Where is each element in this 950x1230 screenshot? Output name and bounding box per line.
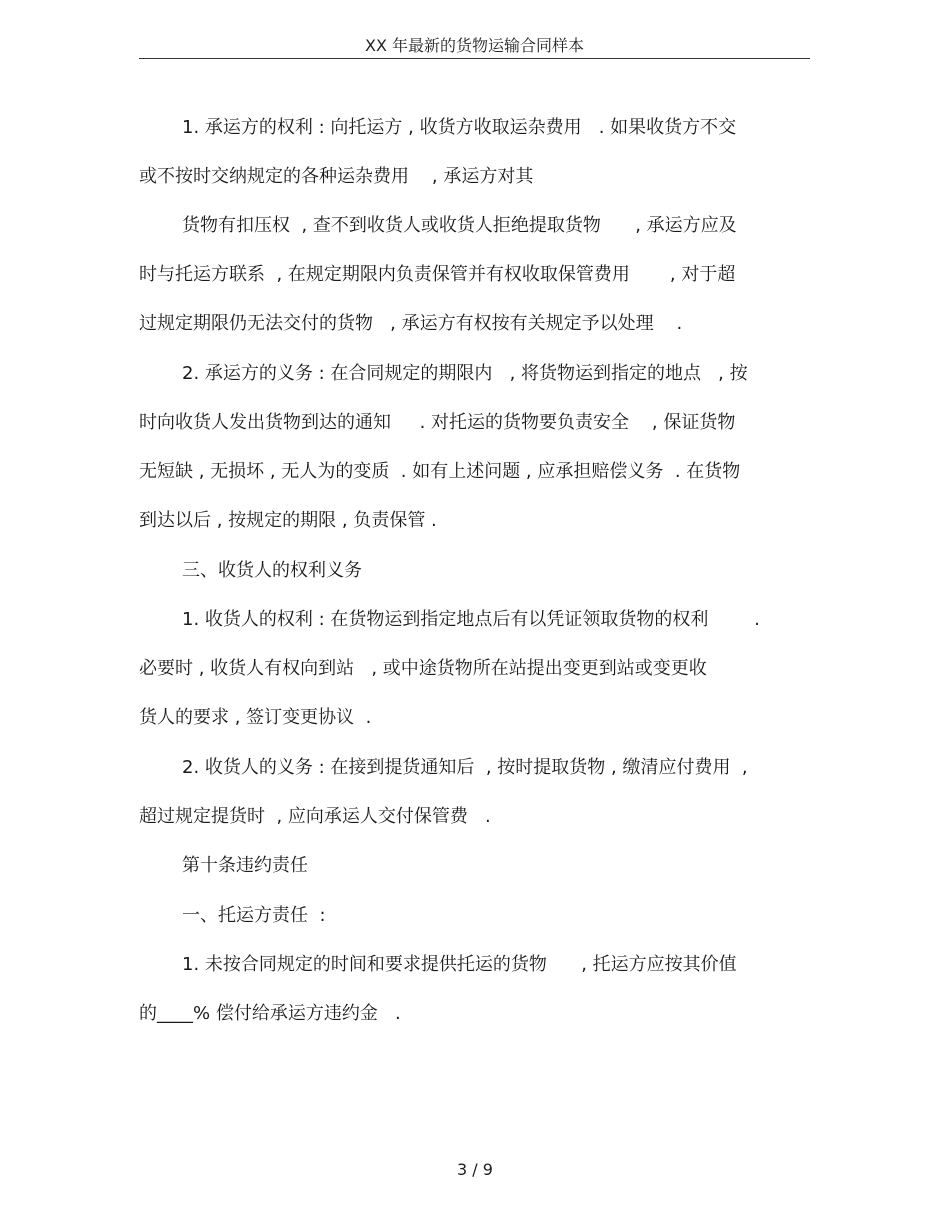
text-line: 2. 承运方的义务 : 在合同规定的期限内 , 将货物运到指定的地点 , 按 — [182, 363, 748, 384]
text-line: 的____% 偿付给承运方违约金 . — [139, 1003, 401, 1024]
page-number: 3 / 9 — [457, 1160, 493, 1179]
text-line: 必要时 , 收货人有权向到站 , 或中途货物所在站提出变更到站或变更收 — [139, 658, 707, 679]
text-line: 1. 未按合同规定的时间和要求提供托运的货物 , 托运方应按其价值 — [182, 954, 737, 975]
section-heading: 三、收货人的权利义务 — [182, 560, 362, 581]
page-header-title: XX 年最新的货物运输合同样本 — [364, 36, 584, 55]
text-line: 到达以后 , 按规定的期限 , 负责保管 . — [139, 510, 437, 531]
text-line: 2. 收货人的义务 : 在接到提货通知后 , 按时提取货物 , 缴清应付费用 , — [182, 757, 748, 778]
text-line: 货物有扣压权 , 查不到收货人或收货人拒绝提取货物 , 承运方应及 — [182, 215, 737, 236]
text-line: 时向收货人发出货物到达的通知 . 对托运的货物要负责安全 , 保证货物 — [139, 412, 736, 433]
text-line: 超过规定提货时 , 应向承运人交付保管费 . — [139, 806, 491, 827]
text-line: 过规定期限仍无法交付的货物 , 承运方有权按有关规定予以处理 . — [139, 313, 683, 334]
text-line: 货人的要求 , 签订变更协议 . — [139, 707, 372, 728]
text-line: 无短缺 , 无损坏 , 无人为的变质 . 如有上述问题 , 应承担赔偿义务 . 在货物 — [139, 461, 741, 482]
article-heading: 第十条违约责任 — [182, 855, 308, 876]
text-line: 或不按时交纳规定的各种运杂费用 , 承运方对其 — [139, 166, 534, 187]
section-heading: 一、托运方责任 : — [182, 905, 326, 926]
text-line: 时与托运方联系 , 在规定期限内负责保管并有权收取保管费用 , 对于超 — [139, 264, 736, 285]
header-divider — [139, 58, 810, 59]
text-line: 1. 承运方的权利 : 向托运方 , 收货方收取运杂费用 . 如果收货方不交 — [182, 117, 737, 138]
text-line: 1. 收货人的权利 : 在货物运到指定地点后有以凭证领取货物的权利 . — [182, 609, 760, 630]
